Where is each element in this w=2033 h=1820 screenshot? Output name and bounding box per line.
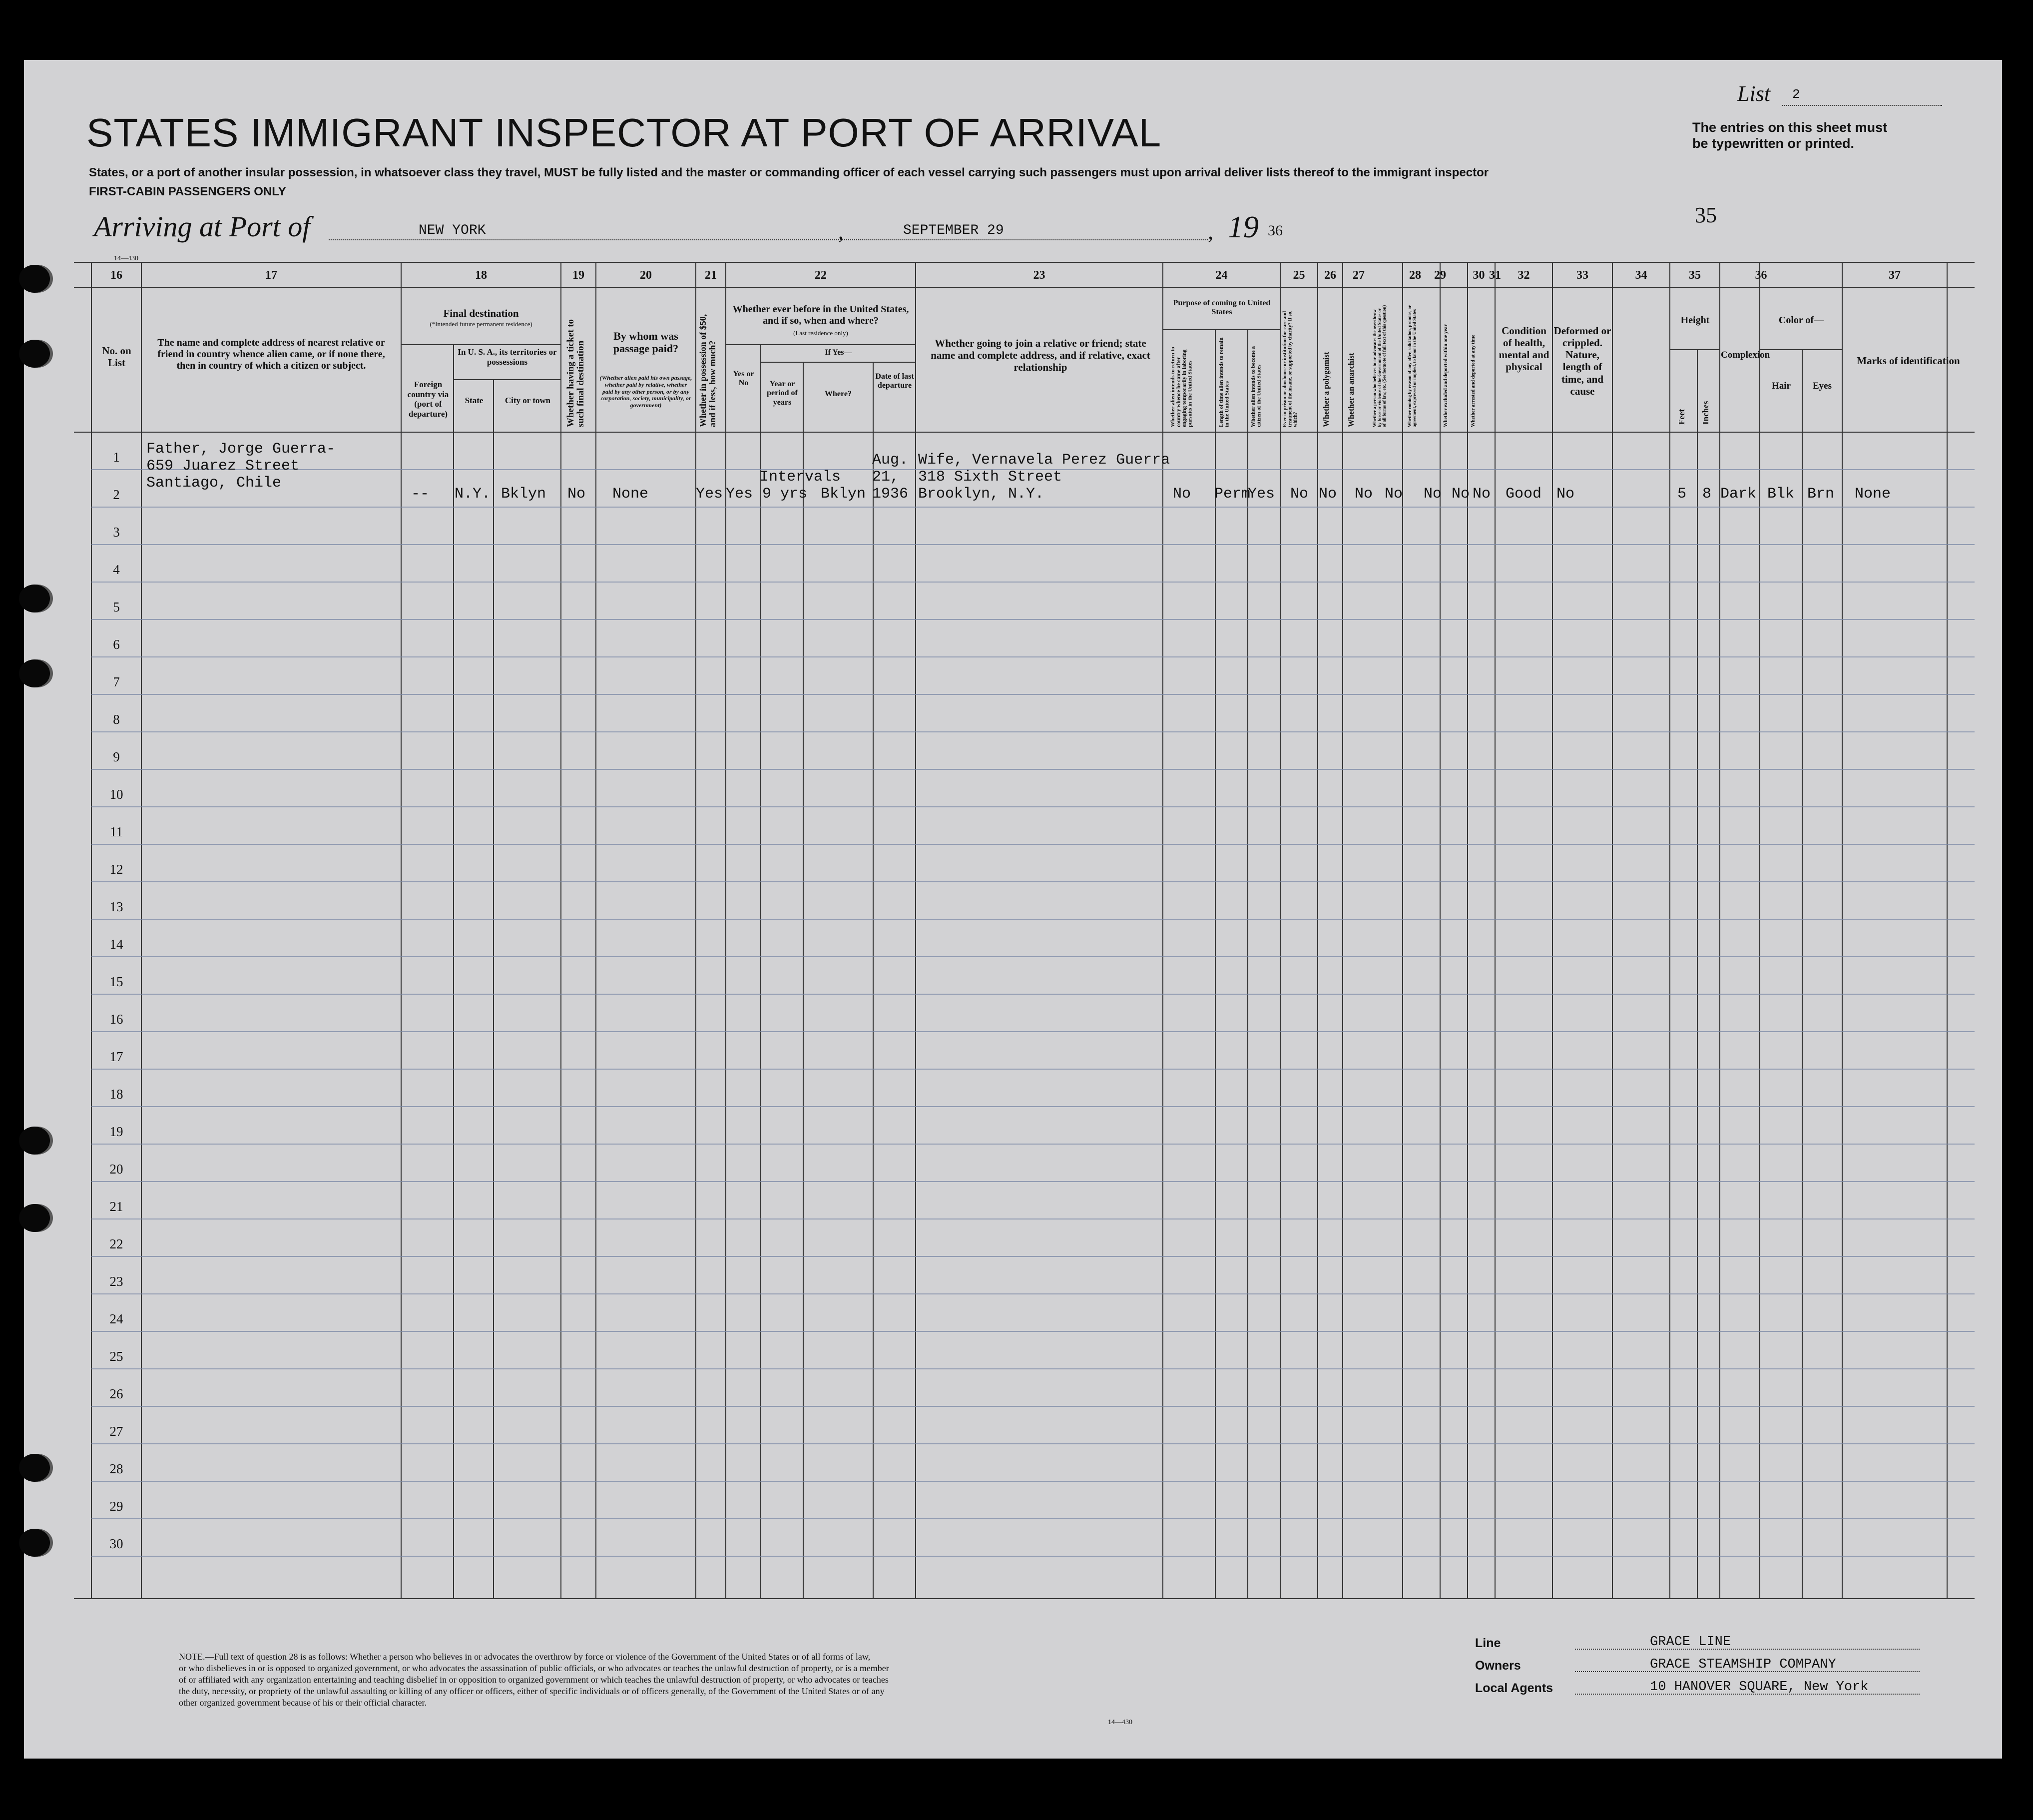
entry-polygamist: No [1319, 486, 1337, 503]
column-number: 22 [815, 269, 827, 282]
footnote [179, 1651, 1203, 1709]
row-number: 19 [109, 1124, 123, 1139]
header-where: Where? [825, 390, 852, 398]
header-q31: Whether arrested and deported at any time [1471, 334, 1476, 427]
class-line: FIRST-CABIN PASSENGERS ONLY [89, 185, 286, 198]
header-q29: Whether coming by reason of any offer, solicitation, promise, or agreement, expressed or implied, to labor in the United States [1407, 305, 1417, 427]
column-number: 27 [1353, 269, 1365, 282]
row-number: 12 [109, 862, 123, 877]
header-eyes: Eyes [1813, 381, 1832, 391]
row-number: 13 [109, 899, 123, 914]
row-number: 5 [113, 600, 120, 614]
row-number: 16 [109, 1012, 123, 1027]
row-number: 15 [109, 974, 123, 989]
footnote-line: NOTE.—Full text of question 28 is as follows: Whether a person who believes in or advocates the overthrow by force or violence of the Government of the United States or of all forms of law, [179, 1652, 871, 1662]
header-anarchist: Whether an anarchist [1347, 353, 1356, 427]
header-foreign-country: Foreign country via (port of departure) [407, 380, 449, 419]
entry-foreign-country: -- [411, 486, 430, 503]
header-q30: Whether excluded and deported within one year [1443, 324, 1449, 427]
column-number: 35 [1689, 269, 1701, 282]
header-purpose-citizen: Whether alien intends to become a citizen of the United States [1250, 346, 1262, 427]
row-number: 4 [113, 562, 120, 577]
header-prison: Ever in prison or almshouse or institution for care and treatment of the insane, or supported by charity? If so, which? [1282, 310, 1298, 427]
header-in-usa: In U. S. A., its territories or possessions [458, 347, 557, 367]
column-number: 16 [110, 269, 122, 282]
header-purpose-length: Length of time alien intends to remain in the United States [1218, 337, 1230, 427]
header-deformed: Deformed or crippled. Nature, length of time, and cause [1553, 325, 1611, 397]
entry-where: Bklyn [821, 486, 866, 503]
column-number: 34 [1635, 269, 1647, 282]
entry-period-line2: 9 yrs [762, 486, 808, 503]
footer-line-label: Line [1475, 1636, 1501, 1650]
column-number: 30 [1473, 269, 1485, 282]
comma: , [1208, 219, 1213, 244]
row-number: 29 [109, 1499, 123, 1514]
sheet-number: 35 [1695, 203, 1717, 227]
entry-q31: No [1473, 486, 1491, 503]
date-field: SEPTEMBER 29 [858, 222, 1208, 240]
header-ever-before: Whether ever before in the United States, and if so, when and where? [732, 304, 909, 326]
column-number: 18 [475, 269, 487, 282]
comma: , [838, 219, 844, 244]
entry-departure-line2: 21, [872, 469, 900, 486]
header-marks: Marks of identification [1857, 355, 1960, 367]
header-color-of: Color of— [1778, 315, 1824, 326]
header-nearest-relative: The name and complete address of nearest relative or friend in country whence alien came, or if none there, then in country of which a citizen or subject. [157, 337, 385, 371]
row-number: 21 [109, 1199, 123, 1214]
column-number: 19 [572, 269, 584, 282]
header-condition: Condition of health, mental and physical [1499, 325, 1549, 373]
row-number: 28 [109, 1461, 123, 1476]
entry-relative-line3: Santiago, Chile [146, 475, 282, 492]
row-number: 9 [113, 749, 120, 764]
header-state: State [465, 396, 484, 405]
footnote-line: of or affiliated with any organization entertaining and teaching disbelief in or opposition to organized government or which teaches the unlawful destruction of property, or who advocates or teaches [179, 1675, 889, 1685]
column-number: 37 [1889, 269, 1901, 282]
header-date-departure: Date of last departure [875, 372, 914, 390]
header-last-residence: (Last residence only) [793, 329, 848, 337]
footnote-line: or who disbelieves in or is opposed to organized government, or who advocates the assassination of public officials, or who advocates or teaches the unlawful destruction of property, or is a member [179, 1663, 889, 1673]
entry-health: Good [1506, 486, 1542, 503]
header-by-whom: By whom was passage paid? [613, 330, 679, 355]
year-suffix: 36 [1268, 222, 1283, 239]
entry-join-line3: Brooklyn, N.Y. [918, 486, 1044, 503]
column-number: 28 [1409, 269, 1421, 282]
footnote-line: the duty, necessity, or propriety of the unlawful assaulting or killing of any officer or officers, either of specific individuals or of officers generally, of the Government of the United States or of any [179, 1686, 885, 1696]
column-number: 25 [1293, 269, 1305, 282]
column-number: 31 [1489, 269, 1501, 282]
column-number: 21 [705, 269, 717, 282]
entry-anarchist: No [1355, 486, 1373, 503]
entry-inches: 8 [1702, 486, 1712, 503]
header-ticket: Whether having a ticket to such final destination [565, 319, 586, 427]
row-number: 26 [109, 1386, 123, 1401]
header-purpose-return: Whether alien intends to return to country whence he came after engaging temporarily in laboring pursuits in the United States [1170, 347, 1193, 427]
header-if-yes: If Yes— [825, 348, 852, 357]
header-going-to-join: Whether going to join a relative or friend; state name and complete address, and if relative, exact relationship [931, 337, 1150, 374]
header-year-period: Year or period of years [767, 380, 798, 407]
header-no-on-list: No. on List [102, 345, 131, 369]
row-number: 22 [109, 1236, 123, 1251]
footnote-code: 14—430 [1108, 1719, 1132, 1726]
manifest-sheet [24, 60, 2002, 1759]
footer-line-value: GRACE LINE [1575, 1634, 1920, 1650]
entry-join-line2: 318 Sixth Street [918, 469, 1062, 486]
row-number: 20 [109, 1162, 123, 1177]
row-number: 25 [109, 1349, 123, 1364]
entry-become-citizen: Yes [1248, 486, 1275, 503]
list-label: List [1737, 81, 1771, 106]
header-q28: Whether a person who believes in or advocates the overthrow by force or violence of the Government of the United States or of all forms of law, etc. (See footnote of full text of this question) [1372, 305, 1387, 427]
header-inches: Inches [1701, 401, 1710, 425]
column-number: 17 [265, 269, 277, 282]
column-number: 32 [1518, 269, 1530, 282]
entry-deformed: No [1556, 486, 1575, 503]
entry-departure-line3: 1936 [872, 486, 909, 503]
entry-ever-before: Yes [726, 486, 753, 503]
header-final-destination: Final destination [443, 307, 519, 319]
subtitle: States, or a port of another insular possession, in whatsoever class they travel, MUST be fully listed and the master or commanding officer of each vessel carrying such passengers must upon arrival deliver lists thereof to the immigrant inspector [89, 166, 1489, 179]
column-number: 26 [1324, 269, 1336, 282]
column-number-row [91, 269, 1947, 284]
entry-period-line1: Intervals [760, 469, 841, 486]
footnote-line: other organized government because of his or their official character. [179, 1698, 427, 1708]
entry-eyes: Brn [1807, 486, 1835, 503]
row-number: 7 [113, 674, 120, 689]
header-yes-no: Yes or No [733, 370, 754, 388]
row-number: 2 [113, 487, 120, 502]
row-number: 6 [113, 637, 120, 652]
row-number: 3 [113, 525, 120, 540]
entry-prison: No [1290, 486, 1309, 503]
entry-relative-line2: 659 Juarez Street [146, 458, 300, 475]
header-final-destination-sub: (*Intended future permanent residence) [430, 320, 532, 328]
footer-agents-value: 10 HANOVER SQUARE, New York [1575, 1679, 1920, 1695]
list-number: 2 [1782, 86, 1942, 106]
header-complexion: Complexion [1721, 350, 1770, 360]
footer-agents-label: Local Agents [1475, 1681, 1553, 1695]
header-feet: Feet [1677, 409, 1686, 425]
entry-state: N.Y. [455, 486, 491, 503]
entry-return-intent: No [1173, 486, 1191, 503]
row-number: 11 [110, 824, 123, 839]
entry-departure-line1: Aug. [872, 452, 909, 469]
sheet-note-line2: be typewritten or printed. [1692, 136, 1855, 151]
row-number: 14 [109, 937, 123, 952]
port-field: NEW YORK [329, 222, 863, 240]
header-hair: Hair [1772, 381, 1791, 391]
footer-owners-value: GRACE STEAMSHIP COMPANY [1575, 1656, 1920, 1672]
page-title: STATES IMMIGRANT INSPECTOR AT PORT OF ARRIVAL [86, 110, 1162, 155]
entry-relative-line1: Father, Jorge Guerra- [146, 441, 336, 458]
row-number: 18 [109, 1087, 123, 1102]
arriving-label: Arriving at Port of [94, 210, 311, 243]
entry-length-of-stay: Perm [1214, 486, 1251, 503]
column-number: 33 [1576, 269, 1588, 282]
entry-join-line1: Wife, Vernavela Perez Guerra [918, 452, 1170, 469]
entry-passage-paid: None [612, 486, 649, 503]
form-code: 14—430 [114, 255, 138, 262]
row-number: 10 [109, 787, 123, 802]
row-number: 17 [109, 1049, 123, 1064]
header-possession-50: Whether in possession of $50, and if less, how much? [698, 314, 717, 427]
column-number: 24 [1215, 269, 1228, 282]
entry-complexion: Dark [1720, 486, 1757, 503]
row-number: 1 [113, 450, 120, 465]
sheet-note-line1: The entries on this sheet must [1692, 120, 1888, 135]
row-number: 23 [109, 1274, 123, 1289]
entry-hair: Blk [1767, 486, 1795, 503]
row-number: 27 [109, 1424, 123, 1439]
entry-marks: None [1855, 486, 1891, 503]
entry-q30: No [1452, 486, 1470, 503]
entry-q29: No [1424, 486, 1442, 503]
entry-fifty-dollars: Yes [696, 486, 723, 503]
column-number: 36 [1755, 269, 1767, 282]
entry-city: Bklyn [501, 486, 546, 503]
entry-feet: 5 [1677, 486, 1687, 503]
header-polygamist: Whether a polygamist [1322, 352, 1331, 427]
row-number: 8 [113, 712, 120, 727]
header-city: City or town [505, 396, 551, 405]
header-height: Height [1680, 315, 1710, 326]
header-purpose: Purpose of coming to United States [1173, 299, 1271, 317]
column-number: 29 [1434, 269, 1446, 282]
footer-owners-label: Owners [1475, 1659, 1521, 1673]
column-number: 23 [1033, 269, 1045, 282]
entry-q28: No [1385, 486, 1403, 503]
entry-ticket: No [567, 486, 586, 503]
row-number: 30 [109, 1536, 123, 1551]
header-by-whom-sub: (Whether alien paid his own passage, whether paid by relative, whether paid by any other person, or by any corporation, society, municipality, or government) [599, 374, 692, 409]
column-number: 20 [640, 269, 652, 282]
year-prefix: 19 [1228, 210, 1259, 244]
row-number: 24 [109, 1311, 123, 1326]
